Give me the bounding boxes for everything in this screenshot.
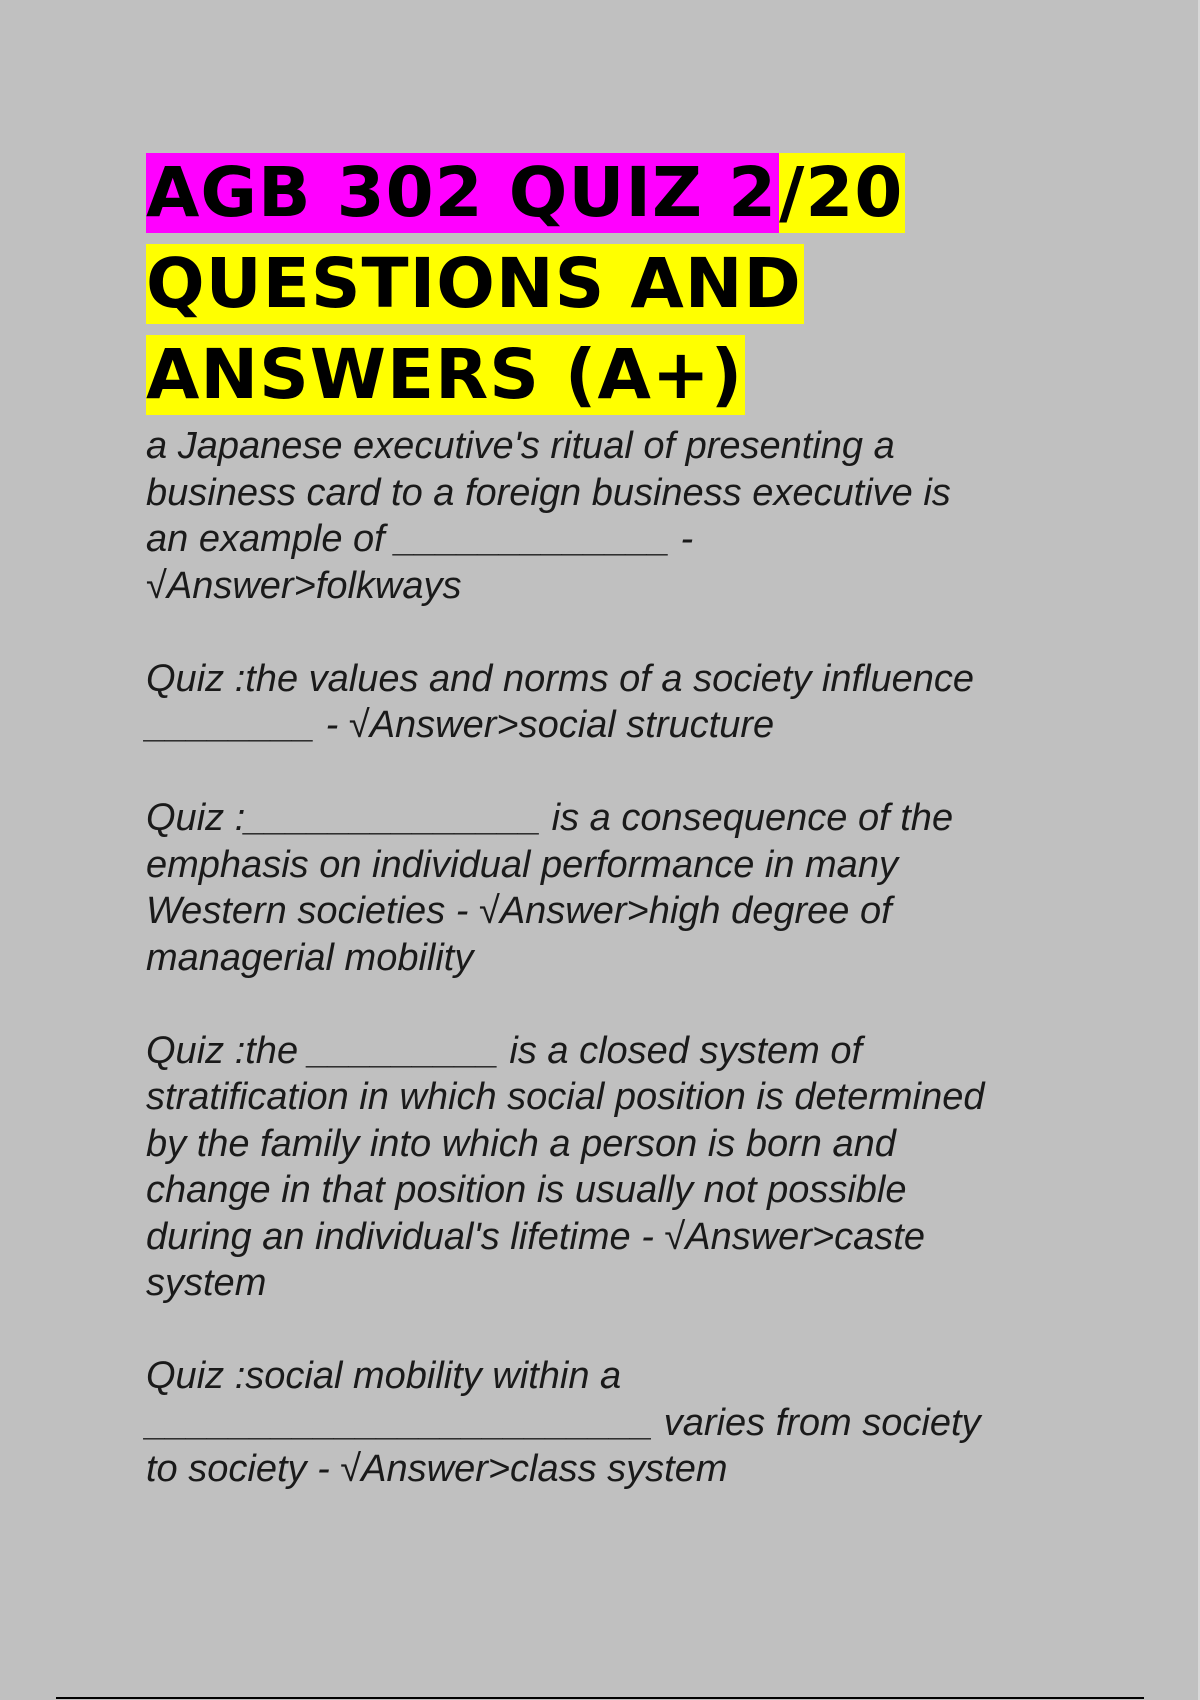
title-highlight-magenta: AGB 302 QUIZ 2 bbox=[146, 153, 778, 233]
quiz-item-1 bbox=[146, 423, 1066, 609]
quiz-item-4 bbox=[146, 1028, 1066, 1307]
quiz-item-answer-line: ________ - √Answer>social structure bbox=[146, 704, 775, 746]
quiz-content bbox=[146, 423, 1066, 1539]
quiz-item-5 bbox=[146, 1353, 1066, 1493]
quiz-item-line: Quiz :______________ is a consequence of the bbox=[146, 797, 954, 839]
quiz-item-line: ________________________ varies from society bbox=[146, 1401, 981, 1444]
document-title bbox=[146, 148, 1046, 421]
title-line-3 bbox=[146, 330, 1046, 421]
title-line-1 bbox=[146, 148, 1046, 239]
quiz-item-answer-line: √Answer>folkways bbox=[146, 564, 462, 607]
quiz-item-answer-line: Western societies - √Answer>high degree of bbox=[146, 890, 892, 932]
title-line-3-text: ANSWERS (A+) bbox=[146, 335, 744, 415]
quiz-item-line: Quiz :social mobility within a bbox=[146, 1355, 622, 1397]
title-line-2-text: QUESTIONS AND bbox=[146, 244, 802, 324]
quiz-item-line: Quiz :the _________ is a closed system of bbox=[146, 1029, 863, 1072]
quiz-item-answer-line: to society - √Answer>class system bbox=[146, 1448, 728, 1490]
quiz-item-line: an example of _____________ - bbox=[146, 518, 694, 560]
quiz-item-line: business card to a foreign business executive is bbox=[146, 471, 951, 514]
quiz-item-line: a Japanese executive's ritual of presenting a bbox=[146, 425, 895, 467]
quiz-item-line: managerial mobility bbox=[146, 936, 474, 979]
quiz-item-line: by the family into which a person is born and bbox=[146, 1122, 896, 1165]
quiz-item-3 bbox=[146, 795, 1066, 981]
quiz-item-line: system bbox=[146, 1262, 267, 1304]
quiz-item-line: Quiz :the values and norms of a society influence bbox=[146, 657, 975, 700]
quiz-item-line: stratification in which social position is determined bbox=[146, 1076, 985, 1118]
title-line-2 bbox=[146, 239, 1046, 330]
quiz-item-2 bbox=[146, 656, 1066, 749]
quiz-item-line: emphasis on individual performance in many bbox=[146, 843, 898, 886]
page-bottom-rule bbox=[56, 1697, 1144, 1699]
title-highlight-yellow: /20 bbox=[779, 153, 904, 233]
quiz-item-line: change in that position is usually not possible bbox=[146, 1169, 907, 1211]
quiz-item-answer-line: during an individual's lifetime - √Answer>caste bbox=[146, 1215, 925, 1258]
